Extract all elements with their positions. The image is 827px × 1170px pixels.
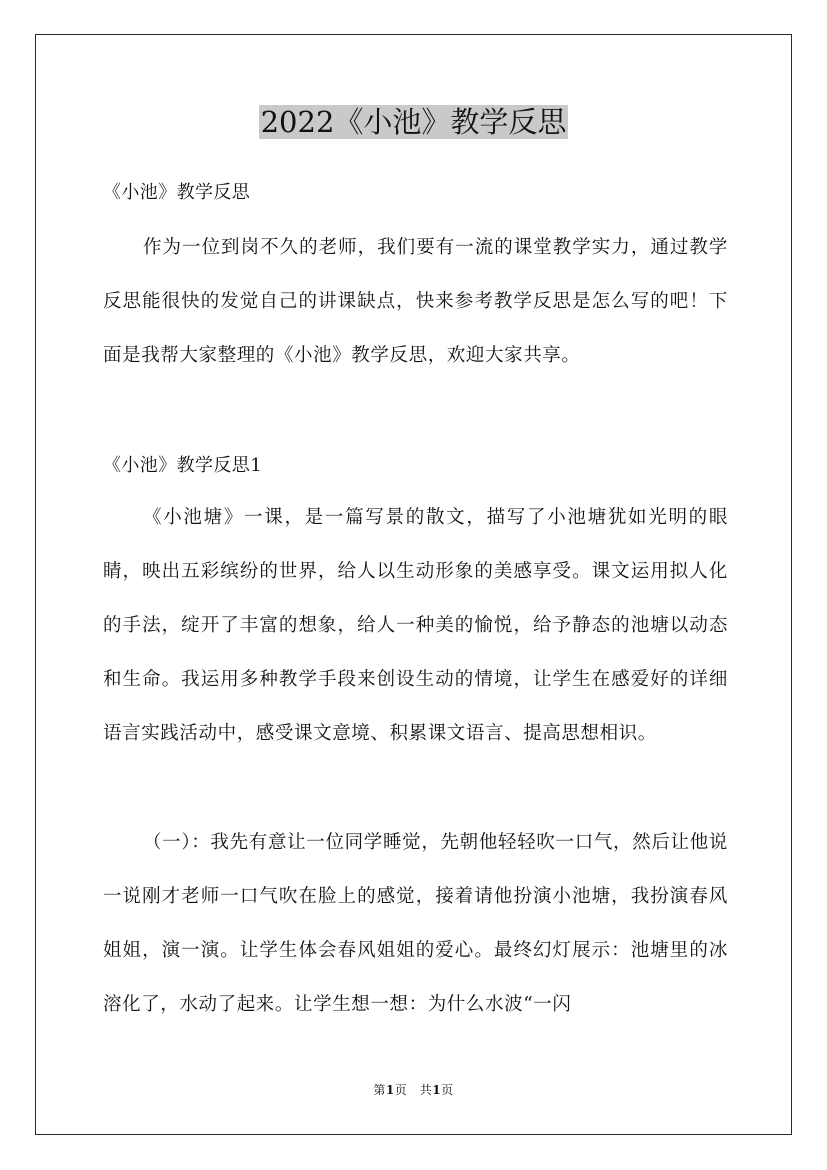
intro-paragraph: 作为一位到岗不久的老师，我们要有一流的课堂教学实力，通过教学反思能很快的发觉自己的讲课缺点，快来参考教学反思是怎么写的吧！下面是我帮大家整理的《小池》教学反思，欢迎大家共享。: [103, 237, 728, 366]
section1-paragraph-1: 《小池塘》一课，是一篇写景的散文，描写了小池塘犹如光明的眼睛，映出五彩缤纷的世界，给人以生动形象的美感享受。课文运用拟人化的手法，绽开了丰富的想象，给人一种美的愉悦，给予静态的池塘以动态和生命。我运用多种教学手段来创设生动的情境，让学生在感爱好的详细语言实践活动中，感受课文意境、积累课文语言、提高思想相识。: [103, 507, 728, 744]
document-title: [0, 100, 827, 144]
footer-mid: 页 共: [394, 1083, 433, 1097]
section-heading-1: 《小池》教学反思1: [103, 455, 263, 476]
footer-suffix: 页: [441, 1083, 454, 1097]
page-footer: [0, 1081, 827, 1099]
document-title-text: 2022《小池》教学反思: [260, 105, 567, 139]
section1-paragraph-2: （一）：我先有意让一位同学睡觉，先朝他轻轻吹一口气，然后让他说一说刚才老师一口气吹在脸上的感觉，接着请他扮演小池塘，我扮演春风姐姐，演一演。让学生体会春风姐姐的爱心。最终幻灯展示：池塘里的冰溶化了，水动了起来。让学生想一想：为什么水波“一闪: [103, 832, 728, 1015]
footer-total-pages: 1: [432, 1083, 442, 1097]
footer-prefix: 第: [373, 1083, 386, 1097]
footer-current-page: 1: [385, 1083, 395, 1097]
subtitle: 《小池》教学反思: [103, 182, 251, 203]
